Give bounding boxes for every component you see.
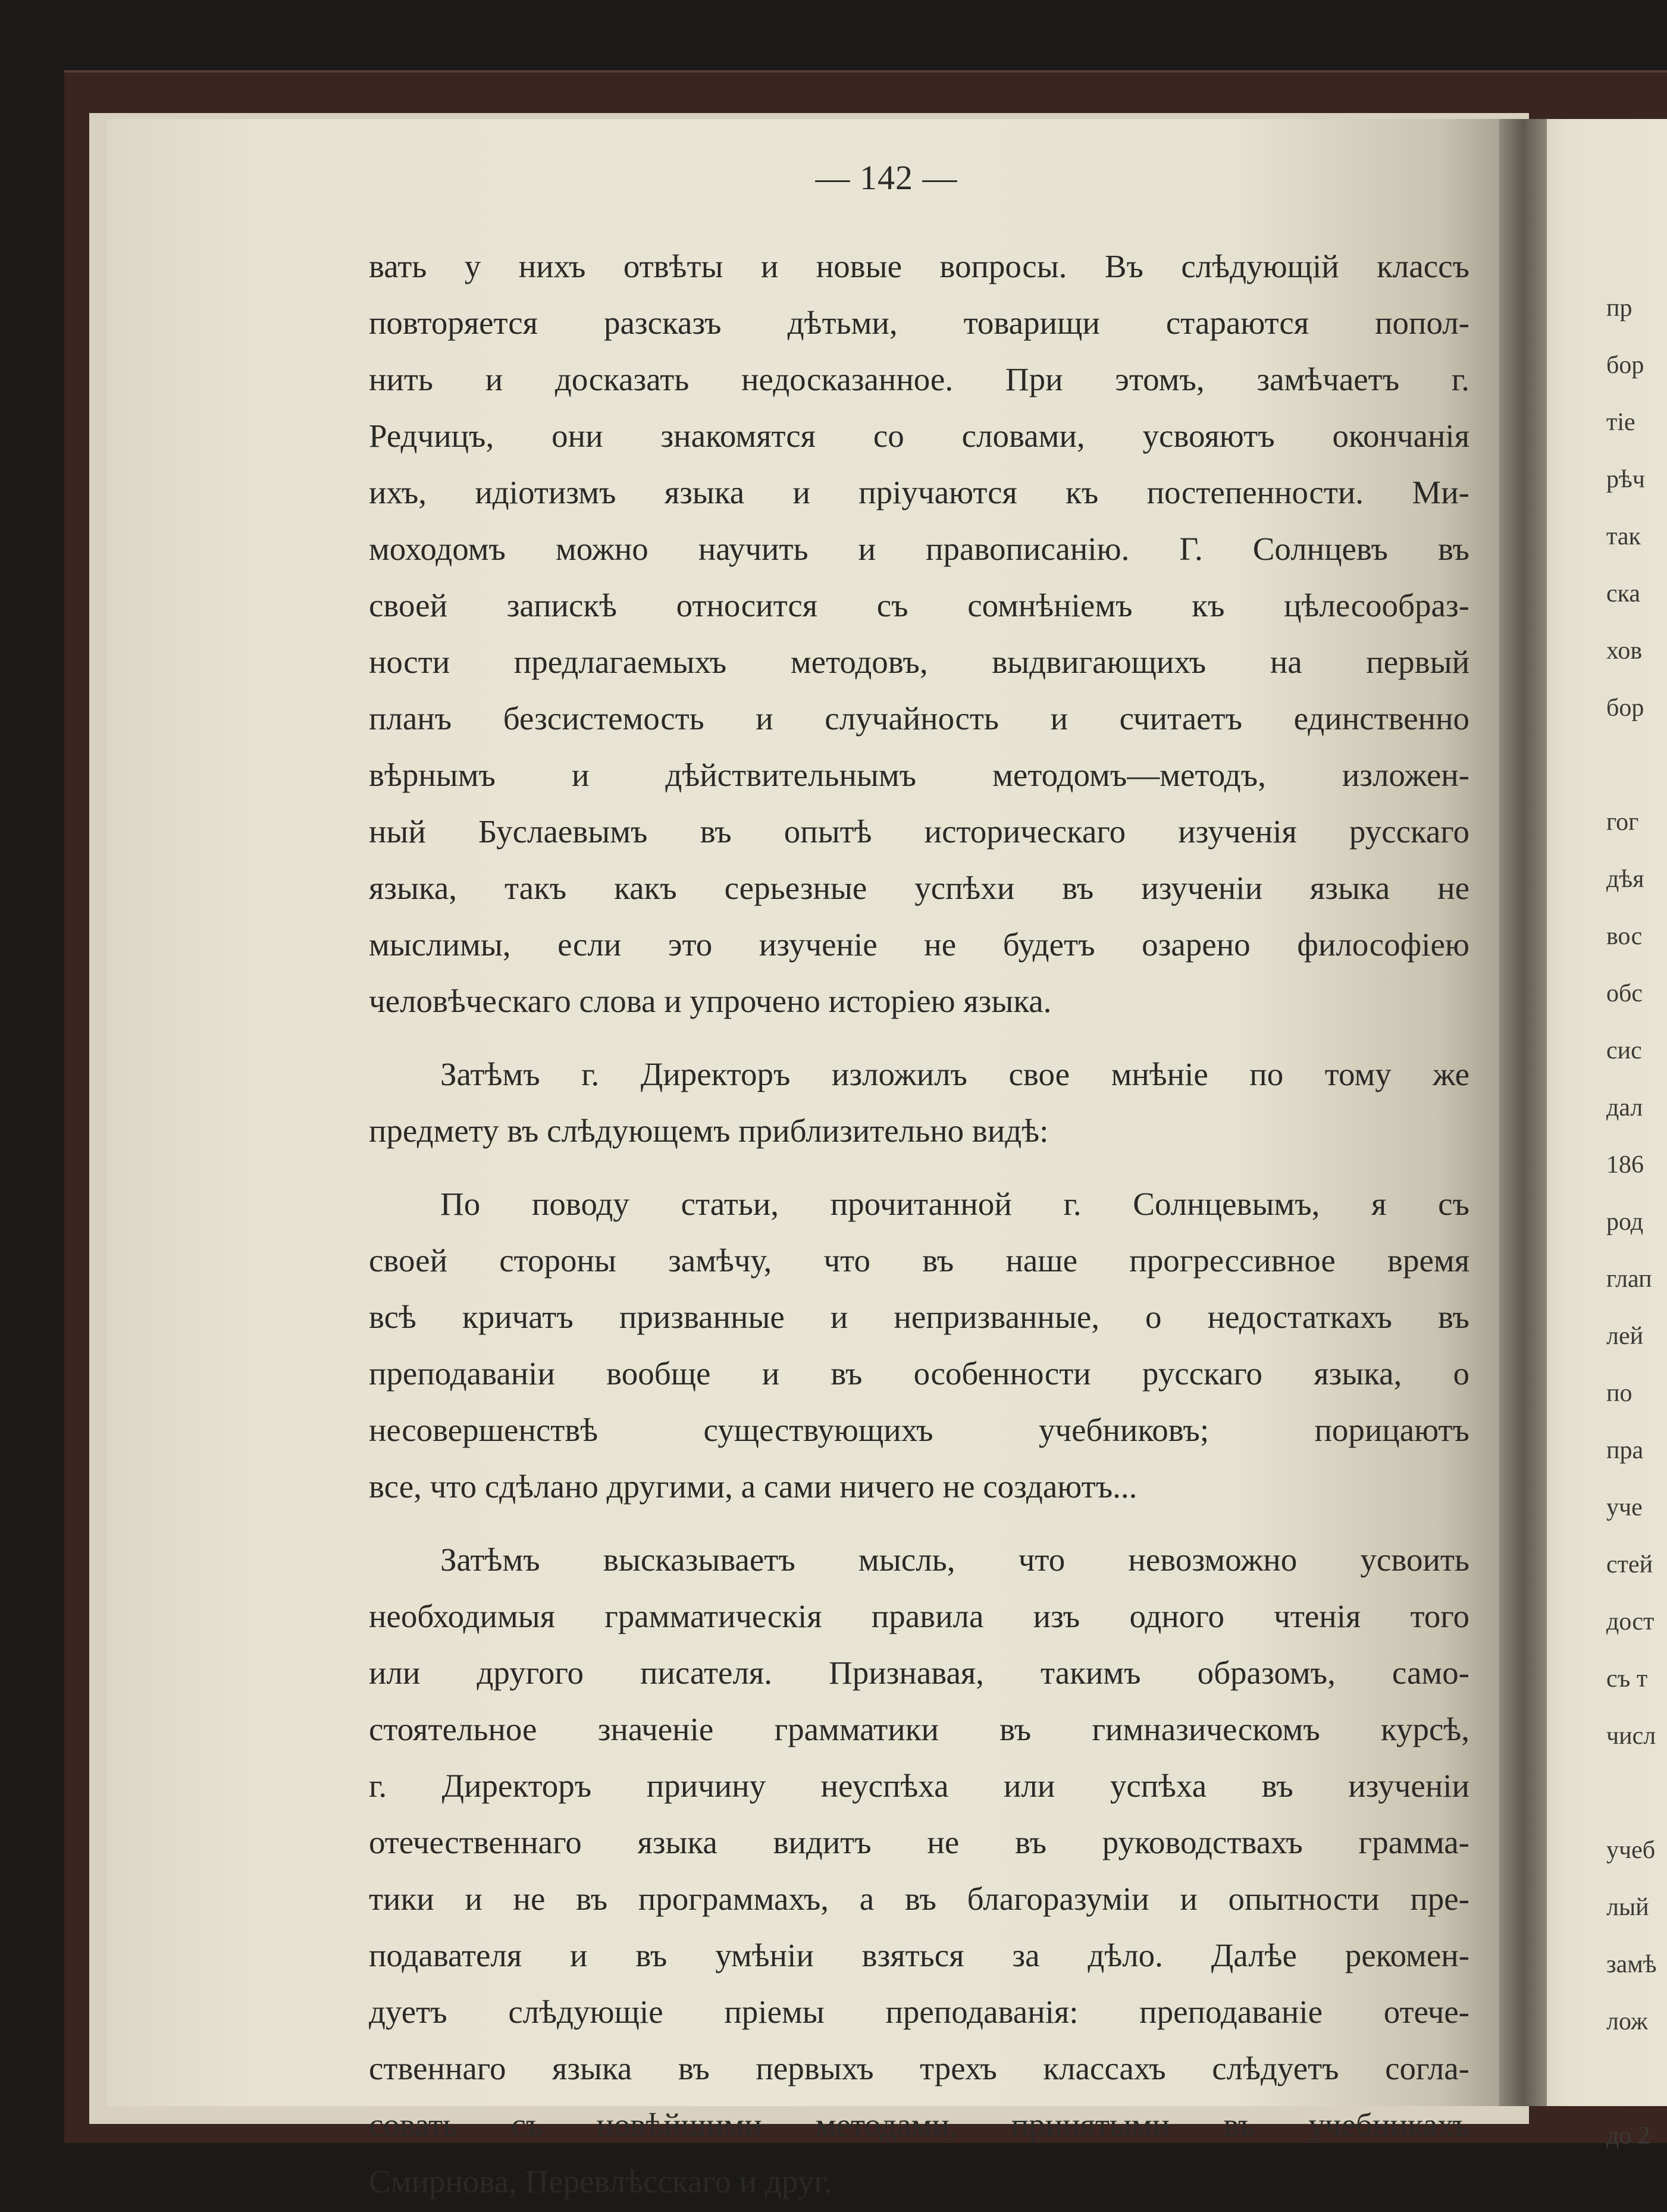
text-line: г. Директоръ причину неуспѣха или успѣха въ изученіи xyxy=(369,1768,1469,1804)
facing-line-fragment: замѣ xyxy=(1606,1951,1657,1978)
facing-line-fragment: 186 xyxy=(1606,1151,1644,1179)
text-line: вѣрнымъ и дѣйствительнымъ методомъ—методъ, изложен- xyxy=(369,757,1469,793)
facing-line-fragment: глап xyxy=(1606,1265,1652,1293)
facing-line-fragment: рѣч xyxy=(1606,466,1645,493)
facing-line-fragment: пр xyxy=(1606,294,1632,322)
facing-line-fragment: дост xyxy=(1606,1608,1655,1635)
text-line: несовершенствѣ существующихъ учебниковъ; порицаютъ xyxy=(369,1412,1469,1448)
paragraph-gap xyxy=(369,1515,1469,1531)
text-line: подавателя и въ умѣніи взяться за дѣло. Далѣе рекомен- xyxy=(369,1937,1469,1973)
facing-line-fragment: числ xyxy=(1606,1722,1656,1750)
text-line: стоятельное значеніе грамматики въ гимназическомъ курсѣ, xyxy=(369,1711,1469,1747)
text-line: вать у нихъ отвѣты и новые вопросы. Въ слѣдующій классъ xyxy=(369,248,1469,284)
text-line: Редчицъ, они знакомятся со словами, усвояютъ окончанія xyxy=(369,418,1469,454)
paragraph xyxy=(369,1046,1469,1159)
text-line: планъ безсистемость и случайность и считаетъ единственно xyxy=(369,700,1469,737)
text-line: своей стороны замѣчу, что въ наше прогрессивное время xyxy=(369,1242,1469,1279)
facing-line-fragment: съ т xyxy=(1606,1665,1648,1693)
text-line: По поводу статьи, прочитанной г. Солнцевымъ, я съ xyxy=(440,1186,1469,1222)
text-line: мыслимы, если это изученіе не будетъ озарено философіею xyxy=(369,926,1469,963)
facing-line-fragment: стей xyxy=(1606,1551,1653,1578)
facing-line-fragment: лый xyxy=(1606,1894,1649,1921)
text-line: ихъ, идіотизмъ языка и пріучаются къ постепенности. Ми- xyxy=(369,474,1469,510)
facing-line-fragment: обс xyxy=(1606,980,1643,1007)
facing-line-fragment: уче xyxy=(1606,1494,1643,1521)
page-body-text xyxy=(369,238,1469,2210)
text-line: ственнаго языка въ первыхъ трехъ классахъ слѣдуетъ согла- xyxy=(369,2050,1469,2086)
facing-line-fragment: хов xyxy=(1606,637,1643,665)
text-line: Смирнова, Перевлѣсскаго и друг. xyxy=(369,2163,832,2200)
facing-line-fragment: дѣя xyxy=(1606,866,1644,893)
paragraph-gap xyxy=(369,1029,1469,1046)
facing-line-fragment: род xyxy=(1606,1208,1644,1236)
facing-line-fragment: бор xyxy=(1606,694,1644,722)
facing-line-fragment xyxy=(1606,737,1667,794)
text-line: предмету въ слѣдующемъ приблизительно видѣ: xyxy=(369,1113,1049,1149)
text-line: нить и досказать недосказанное. При этомъ, замѣчаетъ г. xyxy=(369,361,1469,397)
text-line: всѣ кричатъ призванные и непризванные, о недостаткахъ въ xyxy=(369,1299,1469,1335)
text-line: Затѣмъ высказываетъ мысль, что невозможно усвоить xyxy=(440,1541,1469,1578)
facing-line-fragment xyxy=(1606,1765,1667,1822)
facing-page-text xyxy=(1606,280,1667,2164)
facing-line-fragment: так xyxy=(1606,523,1641,550)
facing-line-fragment: ска xyxy=(1606,580,1641,607)
facing-line-fragment xyxy=(1606,2050,1667,2107)
book-gutter xyxy=(1499,119,1547,2106)
text-line: совать съ новѣйшими методами, принятыми въ учебникахъ xyxy=(369,2107,1469,2143)
facing-line-fragment: вос xyxy=(1606,923,1643,950)
paragraph xyxy=(369,238,1469,1029)
facing-line-fragment: по xyxy=(1606,1380,1632,1407)
page-number: — 142 — xyxy=(815,158,958,197)
facing-line-fragment: дал xyxy=(1606,1094,1643,1121)
paragraph xyxy=(369,1531,1469,2210)
text-line: дуетъ слѣдующіе пріемы преподаванія: преподаваніе отече- xyxy=(369,1994,1469,2030)
text-line: отечественнаго языка видитъ не въ руководствахъ грамма- xyxy=(369,1824,1469,1860)
facing-line-fragment: тіе xyxy=(1606,409,1635,436)
paragraph-gap xyxy=(369,1159,1469,1176)
text-line: языка, такъ какъ серьезные успѣхи въ изученіи языка не xyxy=(369,870,1469,906)
text-line: повторяется разсказъ дѣтьми, товарищи стараются попол- xyxy=(369,305,1469,341)
text-line: все, что сдѣлано другими, а сами ничего не создаютъ... xyxy=(369,1468,1138,1505)
text-line: ности предлагаемыхъ методовъ, выдвигающихъ на первый xyxy=(369,644,1469,680)
text-line: своей запискѣ относится съ сомнѣніемъ къ цѣлесообраз- xyxy=(369,587,1469,624)
facing-line-fragment: лей xyxy=(1606,1323,1644,1350)
text-line: Затѣмъ г. Директоръ изложилъ свое мнѣніе по тому же xyxy=(440,1056,1469,1092)
facing-line-fragment: гог xyxy=(1606,809,1639,836)
text-line: необходимыя грамматическія правила изъ одного чтенія того xyxy=(369,1598,1469,1634)
text-line: тики и не въ программахъ, а въ благоразуміи и опытности пре- xyxy=(369,1881,1469,1917)
facing-line-fragment: пра xyxy=(1606,1437,1644,1464)
facing-line-fragment: лож xyxy=(1606,2008,1648,2035)
text-line: преподаваніи вообще и въ особенности русскаго языка, о xyxy=(369,1355,1469,1392)
text-line: или другого писателя. Признавая, такимъ образомъ, само- xyxy=(369,1655,1469,1691)
text-line: человѣческаго слова и упрочено исторіею языка. xyxy=(369,983,1052,1019)
facing-line-fragment: учеб xyxy=(1606,1837,1656,1864)
facing-line-fragment: сис xyxy=(1606,1037,1642,1064)
text-line: моходомъ можно научить и правописанію. Г. Солнцевъ въ xyxy=(369,531,1469,567)
paragraph xyxy=(369,1176,1469,1515)
text-line: ный Буслаевымъ въ опытѣ историческаго изученія русскаго xyxy=(369,813,1469,850)
facing-line-fragment: до 2 xyxy=(1606,2122,1650,2150)
facing-line-fragment: бор xyxy=(1606,352,1644,379)
